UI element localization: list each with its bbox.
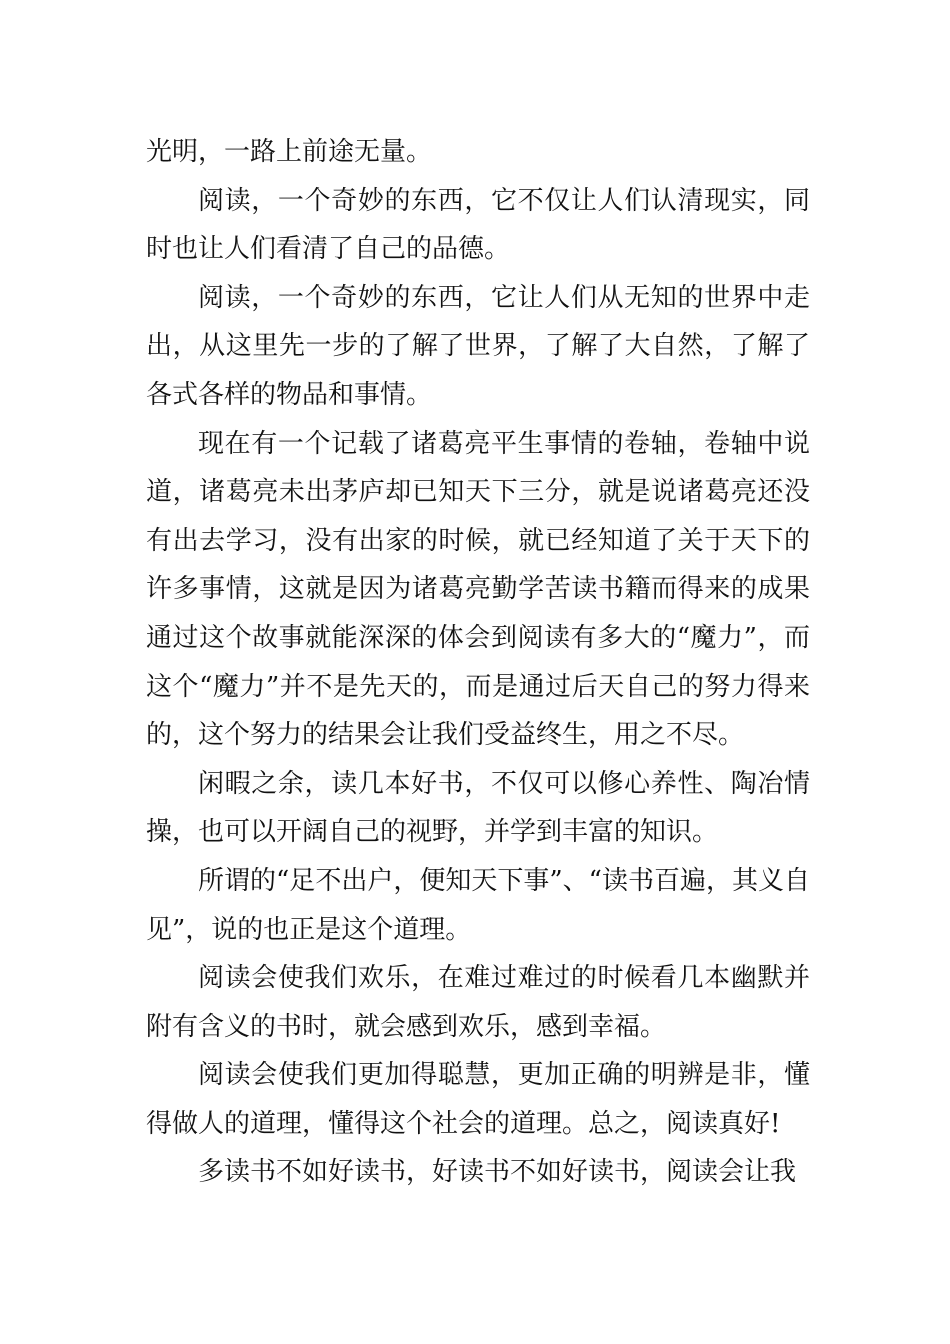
paragraph-7: 阅读会使我们欢乐，在难过难过的时候看几本幽默并附有含义的书时，就会感到欢乐，感到幸福。	[146, 963, 810, 1042]
paragraph-2: 阅读，一个奇妙的东西，它不仅让人们认清现实，同时也让人们看清了自己的品德。	[146, 185, 810, 265]
paragraph-4: 现在有一个记载了诸葛亮平生事情的卷轴，卷轴中说道，诸葛亮未出茅庐却已知天下三分，就是说诸葛亮还没有出去学习，没有出家的时候，就已经知道了关于天下的许多事情，这就是因为诸葛亮勤学苦读书籍而得来的成果通过这个故事就能深深的体会到阅读有多大的“魔力”，而这个“魔力”并不是先天的，而是通过后天自己的努力得来的，这个努力的结果会让我们受益终生，用之不尽。	[146, 428, 810, 751]
paragraph-9: 多读书不如好读书，好读书不如好读书，阅读会让我	[198, 1157, 797, 1188]
paragraph-8: 阅读会使我们更加得聪慧，更加正确的明辨是非，懂得做人的道理，懂得这个社会的道理。总之，阅读真好!	[146, 1060, 810, 1139]
paragraph-5: 闲暇之余，读几本好书，不仅可以修心养性、陶冶情操，也可以开阔自己的视野，并学到丰富的知识。	[146, 768, 810, 848]
paragraph-3: 阅读，一个奇妙的东西，它让人们从无知的世界中走出，从这里先一步的了解了世界，了解了大自然，了解了各式各样的物品和事情。	[146, 282, 810, 410]
paragraph-6: 所谓的“足不出户，便知天下事”、“读书百遍，其义自见”，说的也正是这个道理。	[146, 865, 810, 945]
body-text	[146, 128, 810, 1197]
paragraph-1: 光明，一路上前途无量。	[146, 137, 433, 167]
